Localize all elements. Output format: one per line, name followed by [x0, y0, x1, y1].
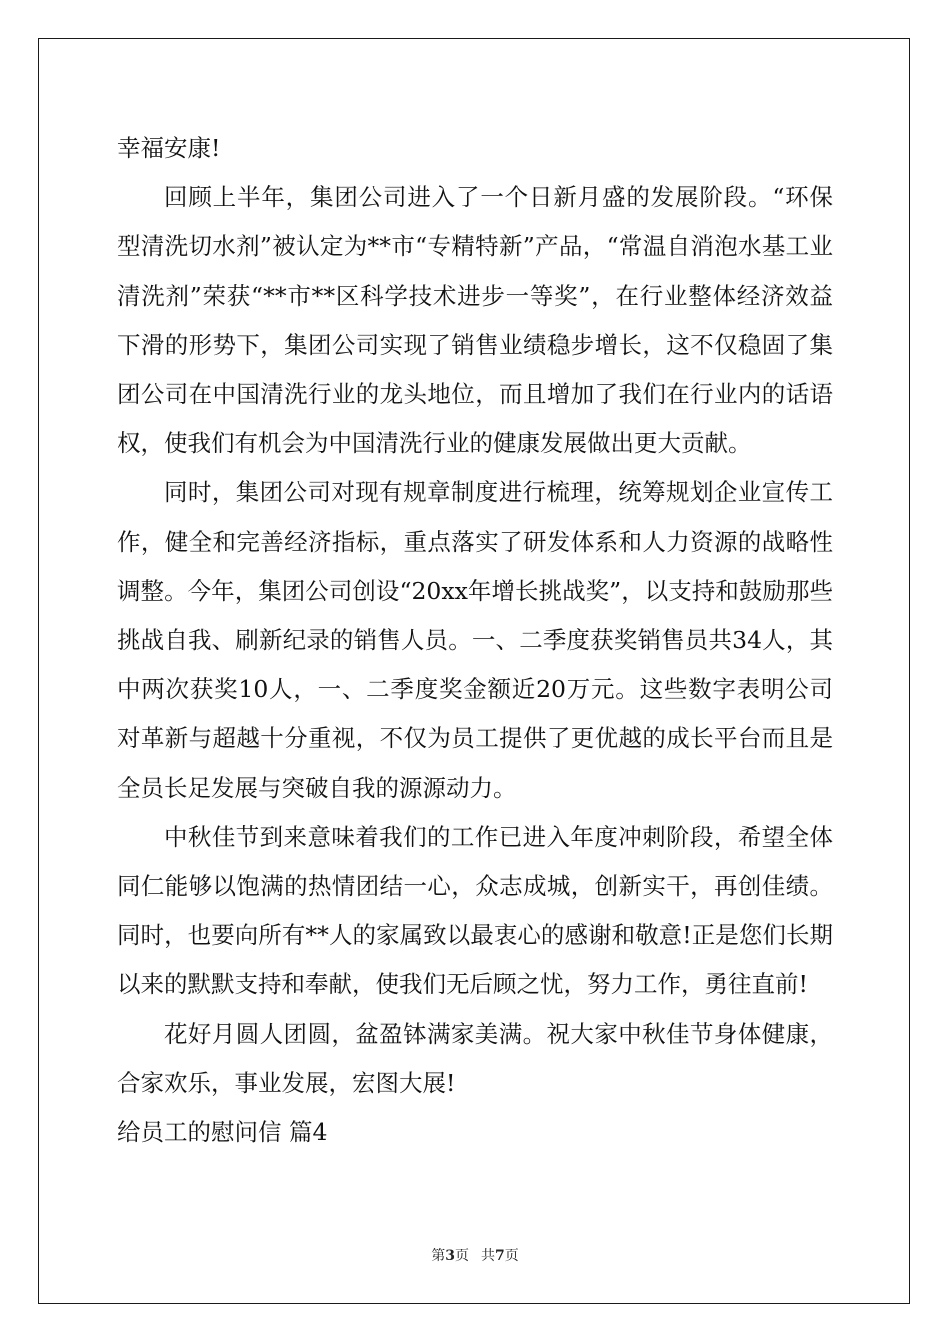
- footer-total-pages: 7: [495, 1248, 505, 1264]
- paragraph-review: 回顾上半年，集团公司进入了一个日新月盛的发展阶段。“环保型清洗切水剂”被认定为**市“专精特新”产品，“常温自消泡水基工业清洗剂”荣获“**市**区科学技术进步一等奖”，在行业整体经济效益下滑的形势下，集团公司实现了销售业绩稳步增长，这不仅稳固了集团公司在中国清洗行业的龙头地位，而且增加了我们在行业内的话语权，使我们有机会为中国清洗行业的健康发展做出更大贡献。: [117, 183, 833, 458]
- section-heading: 给员工的慰问信 篇4: [117, 1118, 328, 1147]
- footer-page-suffix: 页: [455, 1248, 469, 1264]
- paragraph-blessing: 花好月圆人团圆，盆盈钵满家美满。祝大家中秋佳节身体健康，合家欢乐，事业发展，宏图大展!: [117, 1019, 833, 1097]
- paragraph-management: 同时，集团公司对现有规章制度进行梳理，统筹规划企业宣传工作，健全和完善经济指标，重点落实了研发体系和人力资源的战略性调整。今年，集团公司创设“20xx年增长挑战奖”，以支持和鼓励那些挑战自我、刷新纪录的销售人员。一、二季度获奖销售员共34人，其中两次获奖10人，一、二季度奖金额近20万元。这些数字表明公司对革新与超越十分重视，不仅为员工提供了更优越的成长平台而且是全员长足发展与突破自我的源源动力。: [117, 478, 833, 802]
- footer-total-prefix: 共: [481, 1248, 495, 1264]
- letter-body: [117, 124, 833, 1157]
- page-footer: [0, 1247, 950, 1265]
- footer-page-prefix: 第: [431, 1248, 446, 1264]
- paragraph-closing-line: 幸福安康!: [117, 134, 221, 162]
- footer-page-number: 3: [445, 1248, 455, 1264]
- paragraph-mid-autumn: 中秋佳节到来意味着我们的工作已进入年度冲刺阶段，希望全体同仁能够以饱满的热情团结一心，众志成城，创新实干，再创佳绩。同时，也要向所有**人的家属致以最衷心的感谢和敬意!正是您们长期以来的默默支持和奉献，使我们无后顾之忧，努力工作，勇往直前!: [117, 822, 833, 999]
- footer-total-suffix: 页: [504, 1248, 519, 1264]
